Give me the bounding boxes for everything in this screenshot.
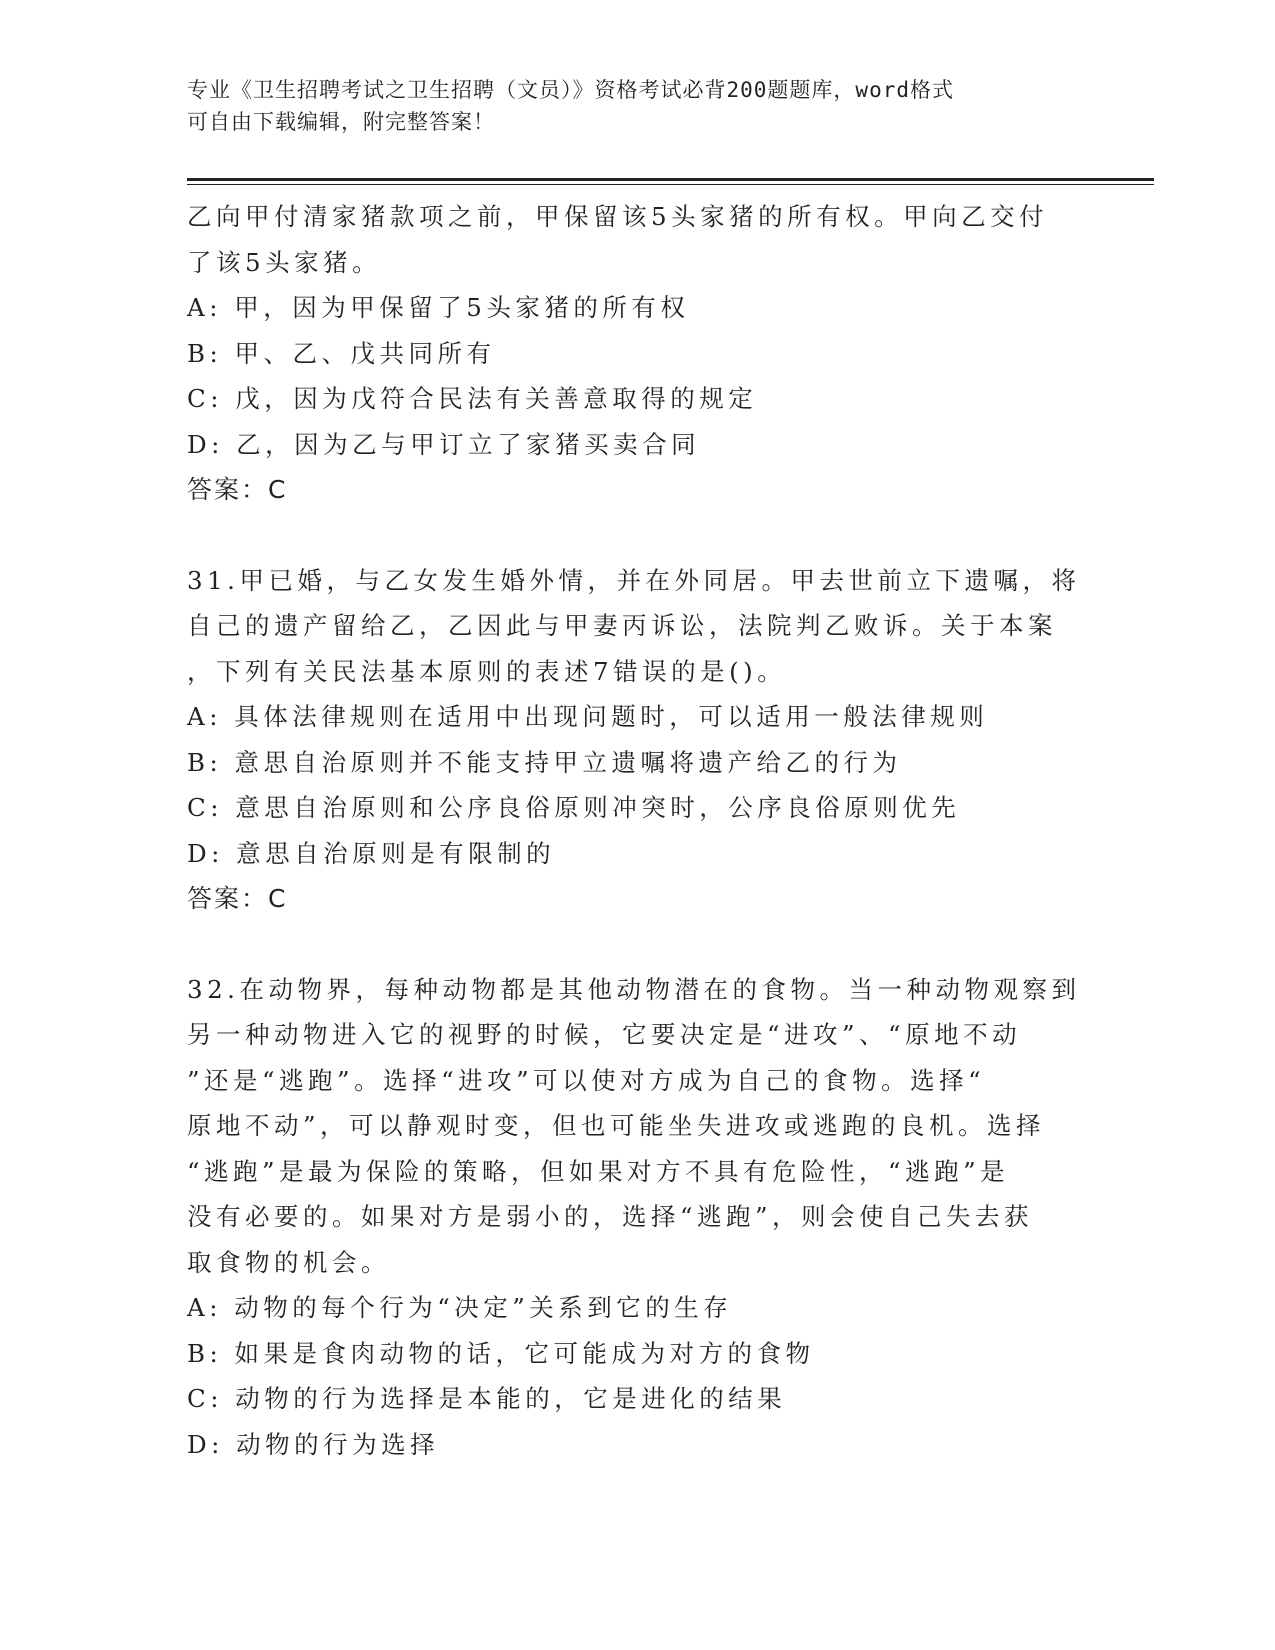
question-stem-line: 另一种动物进入它的视野的时候，它要决定是“进攻”、“原地不动 (187, 1020, 1022, 1049)
question-32 (187, 967, 1087, 1468)
question-spacer (187, 922, 1087, 967)
option-a: A: 动物的每个行为“决定”关系到它的生存 (187, 1293, 733, 1322)
question-stem-line: 32.在动物界，每种动物都是其他动物潜在的食物。当一种动物观察到 (187, 974, 1081, 1004)
question-stem-line: 了该5头家猪。 (187, 247, 382, 277)
option-a: A: 甲，因为甲保留了5头家猪的所有权 (187, 293, 690, 322)
question-stem-line: ”还是“逃跑”。选择“进攻”可以使对方成为自己的食物。选择“ (187, 1065, 986, 1095)
question-stem-line: 原地不动”，可以静观时变，但也可能坐失进攻或逃跑的良机。选择 (187, 1111, 1046, 1140)
option-a: A: 具体法律规则在适用中出现问题时，可以适用一般法律规则 (187, 702, 989, 731)
option-c: C: 戊，因为戊符合民法有关善意取得的规定 (187, 384, 758, 413)
answer-line: 答案：C (187, 475, 288, 504)
option-d: D: 动物的行为选择 (187, 1429, 440, 1459)
question-stem-line: 自己的遗产留给乙，乙因此与甲妻丙诉讼，法院判乙败诉。关于本案 (187, 611, 1057, 640)
header-title-line-2: 可自由下载编辑，附完整答案！ (187, 110, 495, 134)
header-title-line-1: 专业《卫生招聘考试之卫生招聘（文员）》资格考试必背200题题库，word格式 (187, 78, 954, 102)
question-30 (187, 194, 1087, 513)
document-body (187, 194, 1087, 1467)
option-c: C: 动物的行为选择是本能的，它是进化的结果 (187, 1384, 787, 1413)
option-b: B: 如果是食肉动物的话，它可能成为对方的食物 (187, 1338, 815, 1368)
question-spacer (187, 513, 1087, 558)
option-b: B: 甲、乙、戊共同所有 (187, 338, 496, 368)
header-divider-thick (187, 178, 1154, 181)
question-31 (187, 558, 1087, 922)
document-header (187, 74, 1067, 138)
question-stem-line: 取食物的机会。 (187, 1247, 390, 1277)
question-stem-line: ，下列有关民法基本原则的表述7错误的是()。 (187, 656, 787, 686)
option-b: B: 意思自治原则并不能支持甲立遗嘱将遗产给乙的行为 (187, 747, 902, 777)
question-stem-line: 没有必要的。如果对方是弱小的，选择“逃跑”，则会使自己失去获 (187, 1202, 1034, 1231)
header-divider-thin (187, 184, 1154, 185)
answer-line: 答案：C (187, 884, 288, 913)
question-stem-line: “逃跑”是最为保险的策略，但如果对方不具有危险性，“逃跑”是 (187, 1156, 1010, 1186)
option-c: C: 意思自治原则和公序良俗原则冲突时，公序良俗原则优先 (187, 793, 961, 822)
question-stem-line: 31.甲已婚，与乙女发生婚外情，并在外同居。甲去世前立下遗嘱，将 (187, 565, 1081, 595)
option-d: D: 意思自治原则是有限制的 (187, 838, 556, 868)
option-d: D: 乙，因为乙与甲订立了家猪买卖合同 (187, 429, 701, 459)
question-stem-line: 乙向甲付清家猪款项之前，甲保留该5头家猪的所有权。甲向乙交付 (187, 202, 1049, 231)
